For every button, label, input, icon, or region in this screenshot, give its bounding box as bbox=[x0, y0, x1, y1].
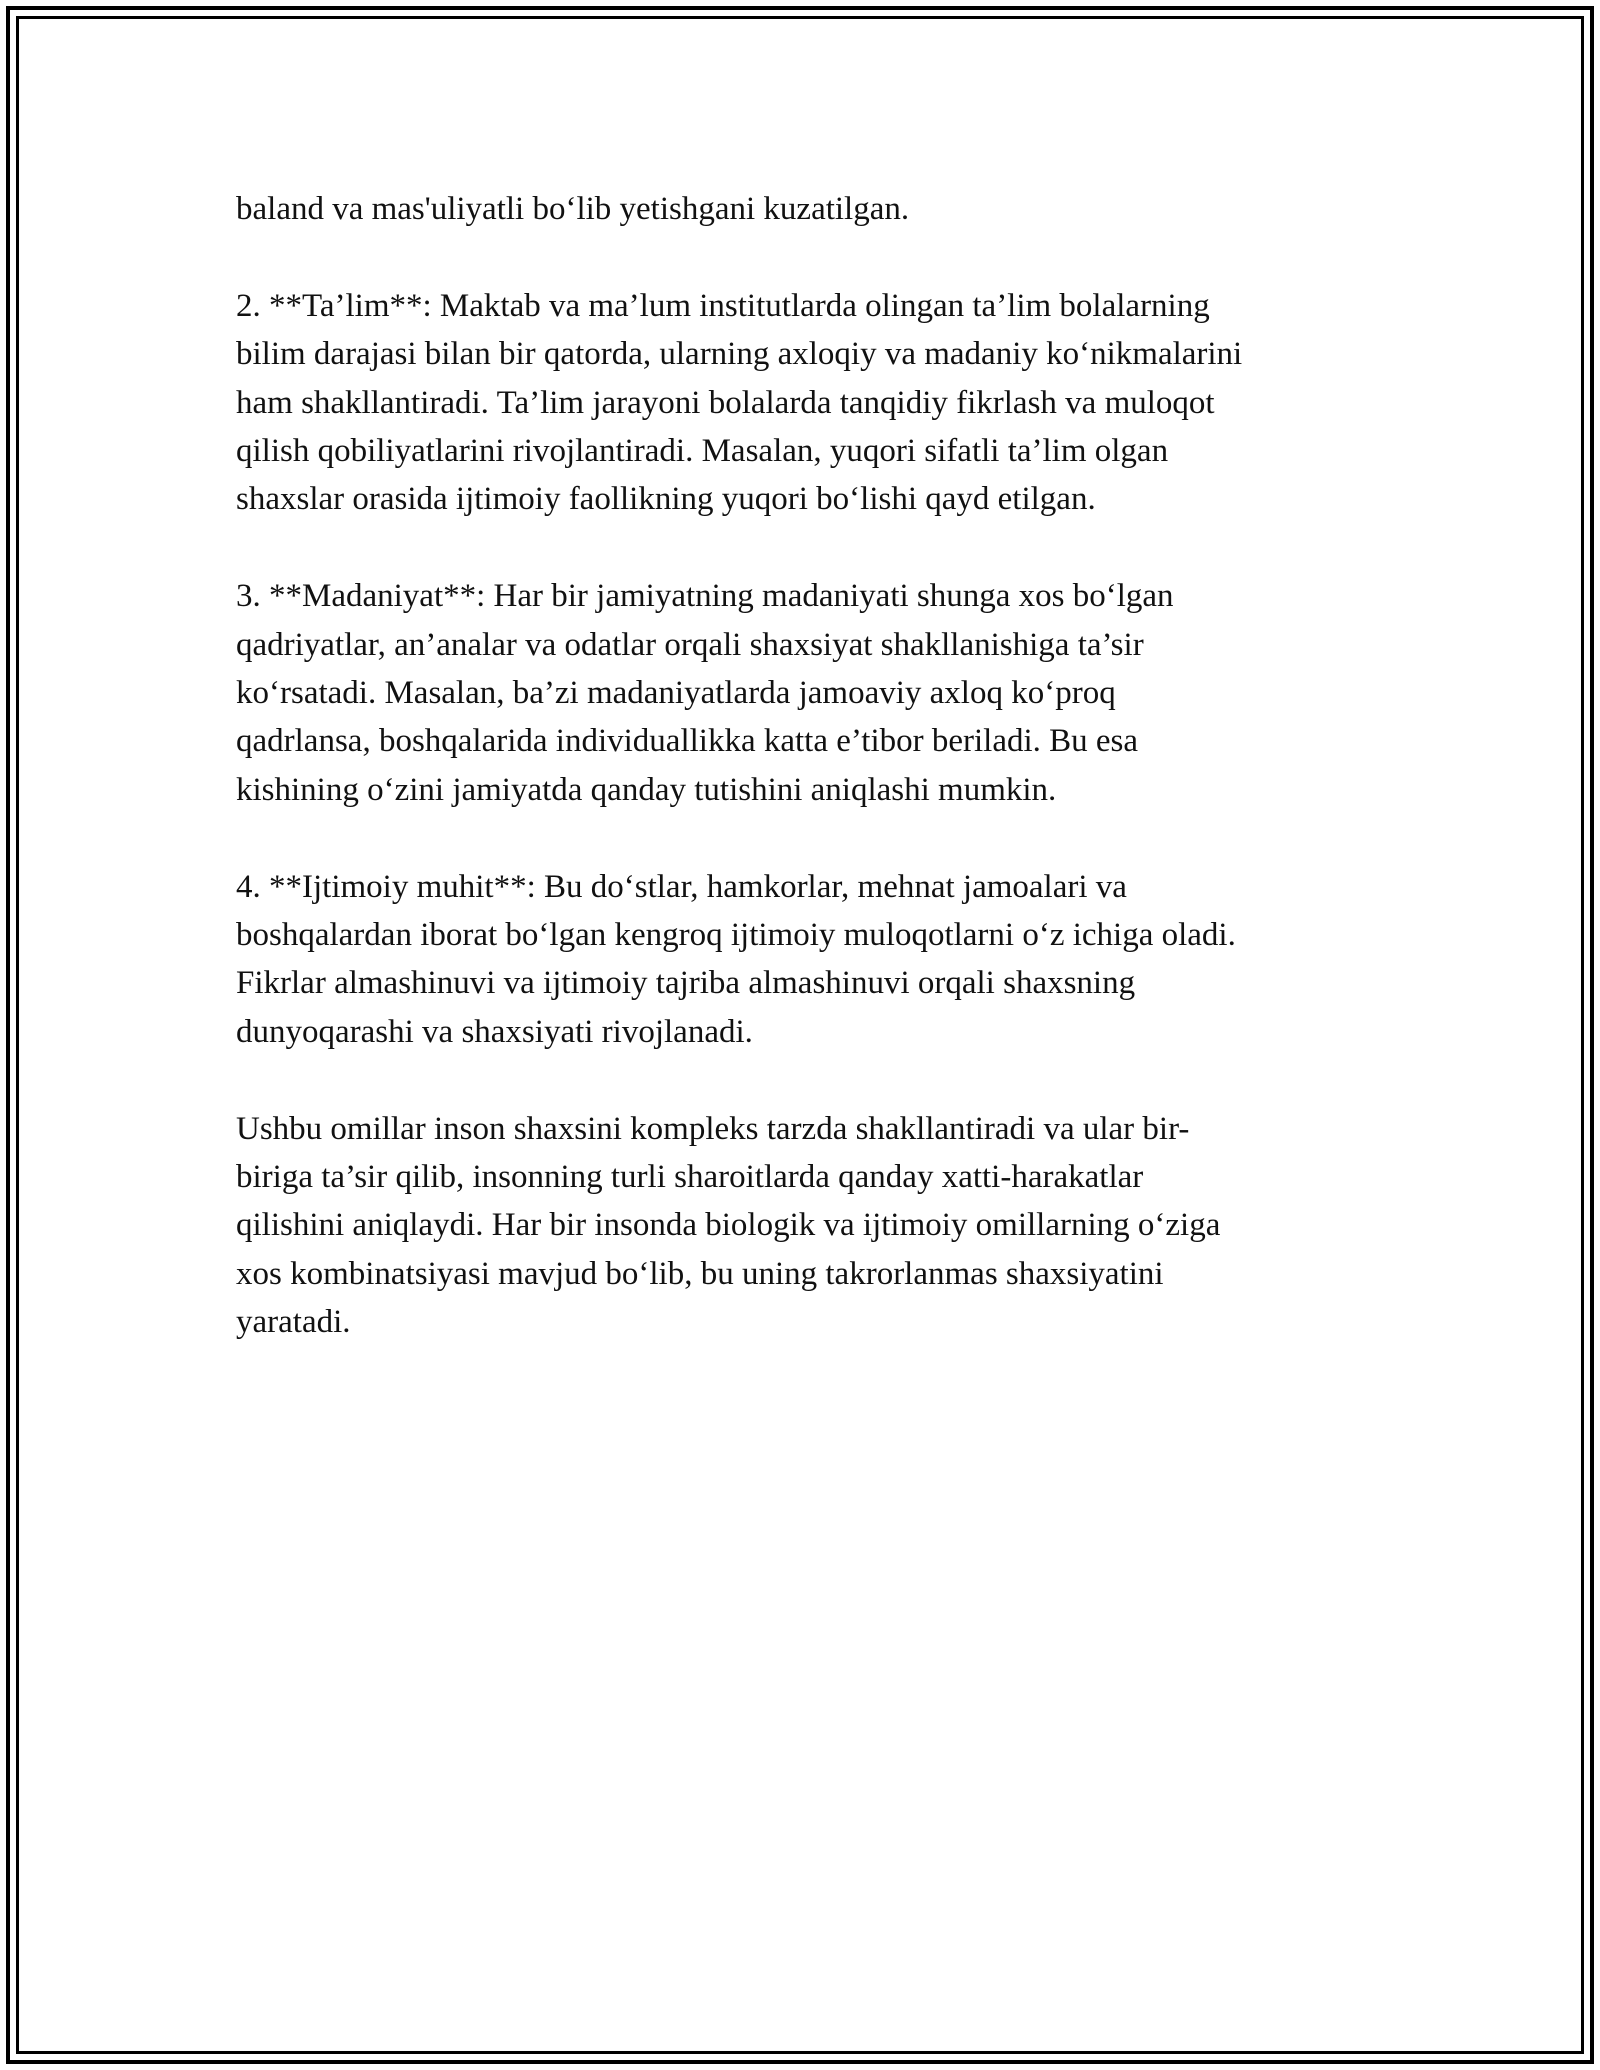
text-line: Ushbu omillar inson shaxsini kompleks tarzda shakllantiradi va ular bir- bbox=[236, 1110, 1190, 1147]
paragraph-ijtimoiy-muhit bbox=[236, 863, 1366, 1057]
paragraph-madaniyat bbox=[236, 572, 1366, 814]
text-line: 2. **Ta’lim**: Maktab va ma’lum institutlarda olingan ta’lim bolalarning bbox=[236, 287, 1210, 324]
text-line: biriga ta’sir qilib, insonning turli sharoitlarda qanday xatti-harakatlar bbox=[236, 1159, 1144, 1196]
text-line: ham shakllantiradi. Ta’lim jarayoni bolalarda tanqidiy fikrlash va muloqot bbox=[236, 384, 1215, 421]
text-line: yaratadi. bbox=[236, 1304, 351, 1341]
paragraph-continuation bbox=[236, 185, 1366, 233]
text-line: baland va mas'uliyatli bo‘lib yetishgani kuzatilgan. bbox=[236, 191, 910, 227]
paragraph-talim bbox=[236, 282, 1366, 524]
paragraph-conclusion bbox=[236, 1105, 1366, 1347]
text-line: qilishini aniqlaydi. Har bir insonda biologik va ijtimoiy omillarning o‘ziga bbox=[236, 1207, 1221, 1244]
text-line: qadriyatlar, an’analar va odatlar orqali shaxsiyat shakllanishiga ta’sir bbox=[236, 626, 1144, 663]
text-line: 4. **Ijtimoiy muhit**: Bu do‘stlar, hamkorlar, mehnat jamoalari va bbox=[236, 868, 1127, 905]
text-line: dunyoqarashi va shaxsiyati rivojlanadi. bbox=[236, 1013, 753, 1050]
text-line: boshqalardan iborat bo‘lgan kengroq ijtimoiy muloqotlarni o‘z ichiga oladi. bbox=[236, 917, 1236, 954]
text-line: shaxslar orasida ijtimoiy faollikning yuqori bo‘lishi qayd etilgan. bbox=[236, 481, 1096, 518]
text-line: qadrlansa, boshqalarida individuallikka katta e’tibor beriladi. Bu esa bbox=[236, 723, 1139, 760]
document-body bbox=[236, 185, 1366, 1395]
text-line: bilim darajasi bilan bir qatorda, ularning axloqiy va madaniy ko‘nikmalarini bbox=[236, 336, 1243, 373]
text-line: xos kombinatsiyasi mavjud bo‘lib, bu uning takrorlanmas shaxsiyatini bbox=[236, 1255, 1164, 1292]
text-line: ko‘rsatadi. Masalan, ba’zi madaniyatlarda jamoaviy axloq ko‘proq bbox=[236, 675, 1116, 712]
text-line: qilish qobiliyatlarini rivojlantiradi. Masalan, yuqori sifatli ta’lim olgan bbox=[236, 433, 1169, 470]
text-line: 3. **Madaniyat**: Har bir jamiyatning madaniyati shunga xos bo‘lgan bbox=[236, 578, 1174, 615]
text-line: kishining o‘zini jamiyatda qanday tutishini aniqlashi mumkin. bbox=[236, 771, 1057, 808]
text-line: Fikrlar almashinuvi va ijtimoiy tajriba almashinuvi orqali shaxsning bbox=[236, 965, 1136, 1002]
